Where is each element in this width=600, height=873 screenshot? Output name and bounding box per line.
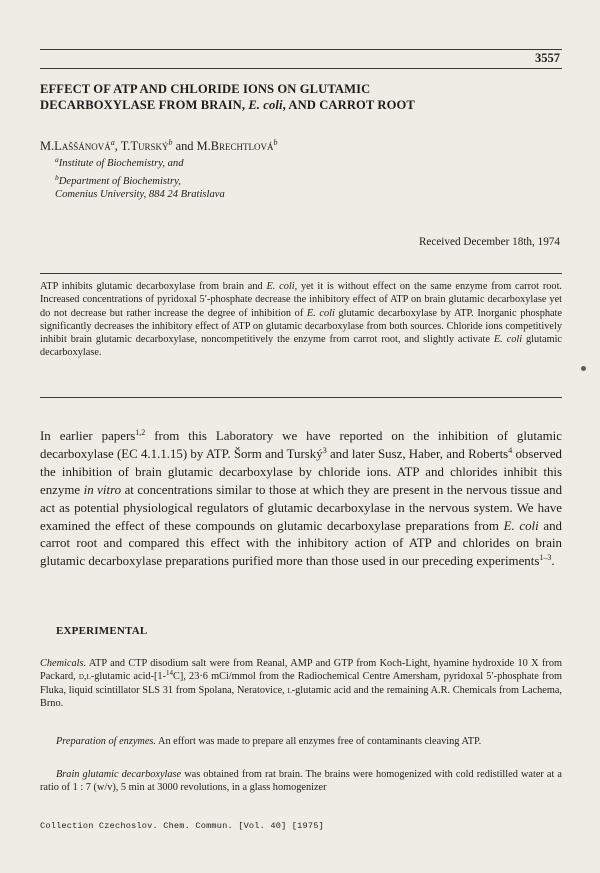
header-rule	[40, 68, 562, 69]
chemicals-paragraph: Chemicals. ATP and CTP disodium salt were from Reanal, AMP and GTP from Koch-Light, hyamine hydroxide 10 X from Packard, d,l-glutamic acid-[1-$^{14}$C], 23·6 mCi/mmol from the Radiochemical Centre Amersham, pyridoxal 5′-phosphate from Fluka, liquid scintillator SLS 31 from Spolana, Neratovice, l-glutamic acid and the remaining A.R. Chemicals from Lachema, Brno.	[40, 658, 563, 709]
top-rule	[40, 49, 562, 50]
introduction-text: In earlier papers$^{1,2}$ from this Laboratory we have reported on the inhibition of glutamic decarboxylase (EC 4.1.1.15) by ATP. Šorm and Turský$^3$ and later Susz, Haber, and Roberts$^4$ observed the inhibition of brain glutamic decarboxylase by chloride ions. ATP and chlorides inhibit this enzyme in vitro at concentrations similar to those at which they are present in the nervous tissue and act as potential physiological regulators of glutamic decarboxylase in the nervous system. We have examined the effect of these compounds on glutamic decarboxylase preparations from E. coli and carrot root and compared this effect with the inhibitory action of ATP and chlorides on brain glutamic decarboxylase preparations purified more than those used in our preceding experiments$^{1-3}$.	[40, 428, 563, 569]
scan-mark	[581, 366, 586, 371]
brain-enzyme-paragraph: Brain glutamic decarboxylase was obtained from rat brain. The brains were homogenized with cold redistilled water at a ratio of 1 : 7 (w/v), 5 min at 3000 revolutions, in a glass homogenizer	[40, 769, 562, 794]
abstract-bottom-rule	[40, 397, 562, 398]
abstract: ATP inhibits glutamic decarboxylase from brain and E. coli, yet it is without effect on the same enzyme from carrot root. Increased concentrations of pyridoxal 5′-phosphate decrease the inhibitory effect of ATP on brain glutamic decarboxylase yet do not decrease but rather increase the degree of inhibition of E. coli glutamic decarboxylase by ATP. Inorganic phosphate significantly decreases the inhibitory effect of ATP on glutamic decarboxylase from both sources. Chloride ions competitively inhibit brain glutamic decarboxylase, noncompetitively the enzyme from carrot root, and slightly activate E. coli glutamic decarboxylase.	[40, 281, 563, 359]
affiliations: $^a$Institute of Biochemistry, and $^b$Department of Biochemistry, Comenius University, 884 24 Bratislava	[55, 155, 225, 200]
section-heading-experimental: EXPERIMENTAL	[56, 625, 148, 637]
page-number: 3557	[535, 51, 560, 65]
author-list: M.Laššánová$^a$, T.Turský$^b$ and M.Brechtlová$^b$	[40, 138, 278, 153]
article-title: EFFECT OF ATP AND CHLORIDE IONS ON GLUTAMIC DECARBOXYLASE FROM BRAIN, E. coli, AND CARROT ROOT	[40, 82, 415, 112]
journal-footer: Collection Czechoslov. Chem. Commun. [Vol. 40] [1975]	[40, 821, 324, 831]
received-date: Received December 18th, 1974	[418, 236, 560, 248]
preparation-paragraph: Preparation of enzymes. An effort was made to prepare all enzymes free of contaminants cleaving ATP.	[56, 736, 482, 747]
abstract-top-rule	[40, 273, 562, 274]
